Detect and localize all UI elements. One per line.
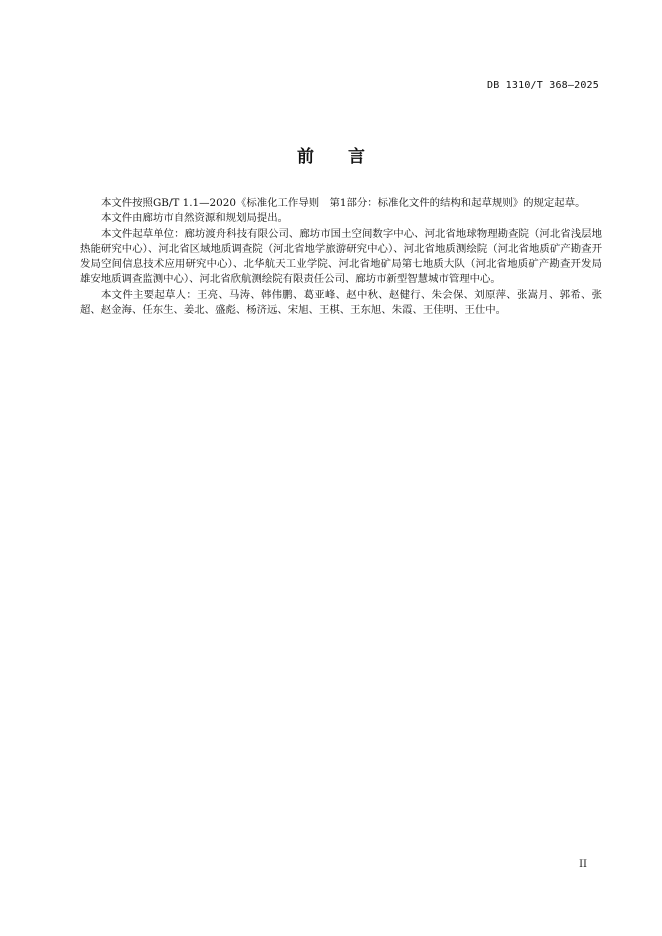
page-number: II xyxy=(579,859,587,870)
page-title: 前言 xyxy=(297,147,399,167)
paragraph-drafters: 本文件主要起草人：王亮、马涛、韩伟鹏、葛亚峰、赵中秋、赵健行、朱会保、刘原萍、张嵩月、郭希、张超、赵金海、任东生、姜北、盛彪、杨济远、宋旭、王棋、王东旭、朱霞、王佳明、王仕中。 xyxy=(80,288,602,317)
paragraph-proposer: 本文件由廊坊市自然资源和规划局提出。 xyxy=(101,212,289,225)
paragraph-drafting-basis: 本文件按照GB/T 1.1—2020《标准化工作导则 第1部分：标准化文件的结构和起草规则》的规定起草。 xyxy=(101,197,586,209)
paragraph-drafting-units: 本文件起草单位：廊坊渡舟科技有限公司、廊坊市国土空间数字中心、河北省地球物理勘查院（河北省浅层地热能研究中心）、河北省区域地质调查院（河北省地学旅游研究中心）、河北省地质测绘院（河北省地质矿产勘查开发局空间信息技术应用研究中心）、北华航天工业学院、河北省地矿局第七地质大队（河北省地质矿产勘查开发局雄安地质调查监测中心）、河北省欣航测绘院有限责任公司、廊坊市新型智慧城市管理中心。 xyxy=(80,227,602,286)
foreword-body xyxy=(80,196,602,318)
document-code: DB 1310/T 368—2025 xyxy=(487,80,599,91)
